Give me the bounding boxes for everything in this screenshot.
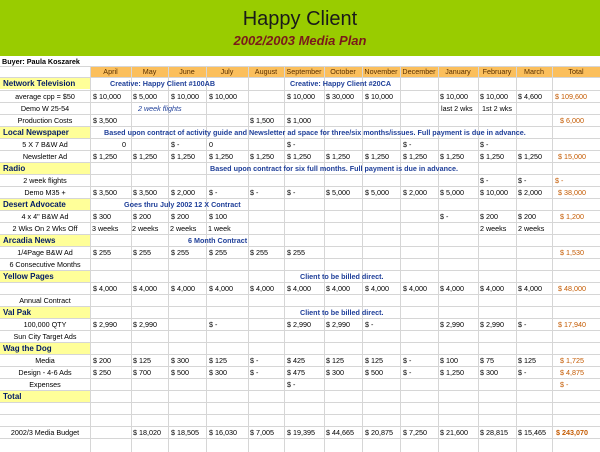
label-avg-cpp: average cpp = $50 — [15, 92, 75, 101]
label-expenses: Expenses — [29, 380, 61, 389]
cell[interactable]: $ 2,000 — [171, 188, 195, 197]
month-header[interactable]: June — [168, 66, 206, 77]
cell[interactable]: $ 4,000 — [287, 284, 311, 293]
cell[interactable]: $ 125 — [518, 356, 536, 365]
label-newsletter: Newsletter Ad — [22, 152, 68, 161]
label-sun-city: Sun City Target Ads — [13, 332, 77, 341]
cell[interactable]: $ 125 — [209, 356, 227, 365]
cell[interactable]: $ 255 — [171, 248, 189, 257]
cell[interactable]: $ 1,250 — [440, 368, 464, 377]
cell[interactable]: $ 1,000 — [287, 116, 311, 125]
cell[interactable]: $ 300 — [326, 368, 344, 377]
cell[interactable]: $ 3,500 — [93, 116, 117, 125]
cell[interactable]: $ 5,000 — [133, 92, 157, 101]
cell[interactable]: $ 700 — [133, 368, 151, 377]
cell[interactable]: $ 255 — [93, 248, 111, 257]
cell[interactable]: $ 19,395 — [287, 428, 315, 437]
cell[interactable]: $ 10,000 — [209, 92, 237, 101]
cell[interactable]: $ 3,500 — [133, 188, 157, 197]
page-subtitle: 2002/2003 Media Plan — [233, 33, 367, 48]
cell[interactable]: $ 7,005 — [250, 428, 274, 437]
month-header[interactable]: August — [248, 66, 284, 77]
note-last2: last 2 wks — [441, 104, 473, 113]
note-billed2: Client to be billed direct. — [300, 308, 384, 317]
note-desert: Goes thru July 2002 12 X Contract — [124, 200, 241, 209]
cell[interactable]: $ 255 — [287, 248, 305, 257]
cell[interactable]: $ 5,000 — [326, 188, 350, 197]
cell[interactable]: $ 255 — [133, 248, 151, 257]
cell[interactable]: $ 4,000 — [209, 284, 233, 293]
cell[interactable]: $ 4,000 — [171, 284, 195, 293]
cell[interactable]: 2 weeks — [480, 224, 507, 233]
cell[interactable]: $ 2,000 — [518, 188, 542, 197]
cell[interactable]: $ 4,000 — [440, 284, 464, 293]
cell[interactable]: $ 1,250 — [518, 152, 542, 161]
cell-total[interactable]: $ 15,000 — [558, 152, 586, 161]
cell[interactable]: $ 4,600 — [518, 92, 542, 101]
cell[interactable]: $ 18,020 — [133, 428, 161, 437]
cell-total[interactable]: $ - — [555, 176, 564, 185]
month-header[interactable]: May — [131, 66, 168, 77]
cell-grand-total[interactable]: $ 243,070 — [556, 428, 588, 437]
label-annual: Annual Contract — [19, 296, 71, 305]
cell[interactable]: $ - — [518, 176, 527, 185]
note-billed: Client to be billed direct. — [300, 272, 384, 281]
cell[interactable]: $ 4,000 — [250, 284, 274, 293]
month-header[interactable]: October — [324, 66, 362, 77]
category-network-tv: Network Television — [0, 78, 90, 89]
cell[interactable]: $ 1,250 — [403, 152, 427, 161]
cell[interactable]: $ 5,000 — [365, 188, 389, 197]
category-val-pak: Val Pak — [0, 307, 90, 318]
cell[interactable]: $ 300 — [480, 368, 498, 377]
cell[interactable]: $ 500 — [365, 368, 383, 377]
cell[interactable]: $ 2,990 — [133, 320, 157, 329]
cell[interactable]: $ 3,500 — [93, 188, 117, 197]
cell-total[interactable]: $ 4,875 — [560, 368, 584, 377]
cell[interactable]: $ 125 — [133, 356, 151, 365]
cell[interactable]: $ 1,250 — [133, 152, 157, 161]
cell[interactable]: $ 2,990 — [480, 320, 504, 329]
cell[interactable]: $ 10,000 — [480, 92, 508, 101]
cell[interactable]: $ 10,000 — [365, 92, 393, 101]
note-newspaper: Based upon contract of activity guide and Newsletter ad space for three/six months/issues. Full payment is due in advance. — [104, 128, 526, 137]
cell[interactable]: $ 21,600 — [440, 428, 468, 437]
cell[interactable]: $ 300 — [171, 356, 189, 365]
cell[interactable]: $ - — [250, 368, 259, 377]
category-yellow-pages: Yellow Pages — [0, 271, 90, 282]
cell[interactable]: $ 18,505 — [171, 428, 199, 437]
label-two-week-flights: 2 week flights — [23, 176, 67, 185]
cell-total[interactable]: $ - — [560, 380, 569, 389]
label-media: Media — [35, 356, 55, 365]
category-arcadia-news: Arcadia News — [0, 235, 90, 246]
cell[interactable]: $ 500 — [171, 368, 189, 377]
cell[interactable]: $ 200 — [518, 212, 536, 221]
cell[interactable]: $ 2,990 — [287, 320, 311, 329]
cell[interactable]: $ - — [250, 356, 259, 365]
cell[interactable]: $ 300 — [93, 212, 111, 221]
cell[interactable]: $ - — [365, 320, 374, 329]
cell[interactable]: $ - — [250, 188, 259, 197]
cell[interactable]: $ 75 — [480, 356, 494, 365]
note-first2: 1st 2 wks — [482, 104, 512, 113]
label-demo-m: Demo M35 + — [24, 188, 66, 197]
note-two-week-flights: 2 week flights — [138, 104, 182, 113]
cell-total[interactable]: $ 48,000 — [558, 284, 586, 293]
cell[interactable]: 3 weeks — [92, 224, 119, 233]
cell[interactable]: $ 10,000 — [93, 92, 121, 101]
cell[interactable]: 2 weeks — [132, 224, 159, 233]
category-desert-advocate: Desert Advocate — [0, 199, 90, 210]
month-header-total[interactable]: Total — [552, 66, 600, 77]
cell[interactable]: $ 100 — [209, 212, 227, 221]
cell[interactable]: $ 200 — [171, 212, 189, 221]
cell[interactable]: $ 44,665 — [326, 428, 354, 437]
cell[interactable]: $ 28,815 — [480, 428, 508, 437]
cell[interactable]: $ 1,250 — [171, 152, 195, 161]
label-production: Production Costs — [17, 116, 73, 125]
title-banner — [0, 0, 600, 56]
cell[interactable]: $ - — [518, 320, 527, 329]
cell[interactable]: $ 2,000 — [403, 188, 427, 197]
cell[interactable]: $ 2,990 — [93, 320, 117, 329]
month-header[interactable]: September — [284, 66, 324, 77]
cell[interactable]: $ 425 — [287, 356, 305, 365]
cell[interactable]: $ 100 — [440, 356, 458, 365]
note-arcadia: 6 Month Contract — [188, 236, 248, 245]
label-design: Design - 4-6 Ads — [18, 368, 72, 377]
cell[interactable]: $ 10,000 — [171, 92, 199, 101]
cell-total[interactable]: $ 1,725 — [560, 356, 584, 365]
cell[interactable]: $ 200 — [480, 212, 498, 221]
category-local-newspaper: Local Newspaper — [0, 127, 90, 138]
cell[interactable]: $ 200 — [133, 212, 151, 221]
month-header[interactable]: February — [478, 66, 516, 77]
cell[interactable]: $ - — [209, 188, 218, 197]
cell[interactable]: $ - — [403, 368, 412, 377]
label-qty: 100,000 QTY — [23, 320, 67, 329]
cell[interactable]: $ - — [287, 380, 296, 389]
cell[interactable]: $ 255 — [250, 248, 268, 257]
cell[interactable]: 0 — [122, 140, 126, 149]
cell[interactable]: $ 250 — [93, 368, 111, 377]
month-header[interactable]: November — [362, 66, 400, 77]
cell-total[interactable]: $ 17,940 — [558, 320, 586, 329]
cell-total[interactable]: $ 109,600 — [555, 92, 587, 101]
cell[interactable]: $ 2,990 — [440, 320, 464, 329]
cell[interactable]: $ 10,000 — [440, 92, 468, 101]
cell[interactable]: $ - — [403, 140, 412, 149]
cell[interactable]: 2 weeks — [170, 224, 197, 233]
month-header[interactable]: January — [438, 66, 478, 77]
cell[interactable]: 1 week — [208, 224, 231, 233]
cell[interactable]: $ - — [403, 356, 412, 365]
category-radio: Radio — [0, 163, 90, 174]
cell[interactable]: $ 10,000 — [287, 92, 315, 101]
cell[interactable]: 2 weeks — [518, 224, 545, 233]
spreadsheet[interactable] — [0, 56, 600, 452]
cell[interactable]: $ 125 — [365, 356, 383, 365]
cell[interactable]: 0 — [209, 140, 213, 149]
cell-total[interactable]: $ 38,000 — [558, 188, 586, 197]
cell[interactable]: $ 4,000 — [93, 284, 117, 293]
cell-total[interactable]: $ 1,530 — [560, 248, 584, 257]
month-header[interactable]: April — [90, 66, 131, 77]
cell[interactable]: $ 1,250 — [326, 152, 350, 161]
cell[interactable]: $ 125 — [326, 356, 344, 365]
label-demo-w: Demo W 25-54 — [20, 104, 70, 113]
cell[interactable]: $ 1,250 — [480, 152, 504, 161]
cell[interactable]: $ 4,000 — [518, 284, 542, 293]
note-creative-b: Creative: Happy Client #20CA — [290, 79, 392, 88]
month-header[interactable]: December — [400, 66, 438, 77]
buyer-label: Buyer: Paula Koszarek — [2, 57, 80, 66]
cell[interactable]: $ 1,500 — [250, 116, 274, 125]
category-total: Total — [0, 391, 90, 402]
cell[interactable]: $ - — [440, 212, 449, 221]
cell[interactable]: $ 30,000 — [326, 92, 354, 101]
cell[interactable]: $ 5,000 — [440, 188, 464, 197]
label-quarter-page: 1/4Page B&W Ad — [17, 248, 73, 257]
cell[interactable]: $ - — [480, 176, 489, 185]
cell[interactable]: $ 300 — [209, 368, 227, 377]
cell[interactable]: $ 1,250 — [209, 152, 233, 161]
month-header[interactable]: March — [516, 66, 552, 77]
cell[interactable]: $ 475 — [287, 368, 305, 377]
label-ad5x7: 5 X 7 B&W Ad — [22, 140, 68, 149]
cell[interactable]: $ 20,875 — [365, 428, 393, 437]
cell[interactable]: $ 4,000 — [365, 284, 389, 293]
cell[interactable]: $ - — [287, 188, 296, 197]
cell[interactable]: $ 2,990 — [326, 320, 350, 329]
cell[interactable]: $ 1,250 — [287, 152, 311, 161]
label-budget: 2002/3 Media Budget — [10, 428, 80, 437]
label-wks-on-off: 2 Wks On 2 Wks Off — [12, 224, 78, 233]
cell-total[interactable]: $ 1,200 — [560, 212, 584, 221]
cell[interactable]: $ - — [171, 140, 180, 149]
note-radio: Based upon contract for six full months. Full payment is due in advance. — [210, 164, 459, 173]
cell[interactable]: $ - — [209, 320, 218, 329]
cell[interactable]: $ 7,250 — [403, 428, 427, 437]
cell-total[interactable]: $ 6,000 — [560, 116, 584, 125]
cell[interactable]: $ 4,000 — [133, 284, 157, 293]
category-wag-the-dog: Wag the Dog — [0, 343, 90, 354]
label-six-months: 6 Consecutive Months — [9, 260, 81, 269]
cell[interactable]: $ 4,000 — [326, 284, 350, 293]
cell[interactable]: $ 10,000 — [480, 188, 508, 197]
note-creative-a: Creative: Happy Client #100AB — [110, 79, 216, 88]
cell[interactable]: $ 16,030 — [209, 428, 237, 437]
month-header[interactable]: July — [206, 66, 248, 77]
cell[interactable]: $ 15,465 — [518, 428, 546, 437]
cell[interactable]: $ 1,250 — [440, 152, 464, 161]
cell[interactable]: $ - — [480, 140, 489, 149]
label-ad4x4: 4 x 4" B&W Ad — [21, 212, 69, 221]
cell[interactable]: $ 4,000 — [403, 284, 427, 293]
cell[interactable]: $ 1,250 — [250, 152, 274, 161]
cell[interactable]: $ 255 — [209, 248, 227, 257]
cell[interactable]: $ 200 — [93, 356, 111, 365]
cell[interactable]: $ 1,250 — [365, 152, 389, 161]
cell[interactable]: $ 4,000 — [480, 284, 504, 293]
cell[interactable]: $ 1,250 — [93, 152, 117, 161]
page-title: Happy Client — [242, 8, 358, 30]
cell[interactable]: $ - — [518, 368, 527, 377]
cell[interactable]: $ - — [287, 140, 296, 149]
